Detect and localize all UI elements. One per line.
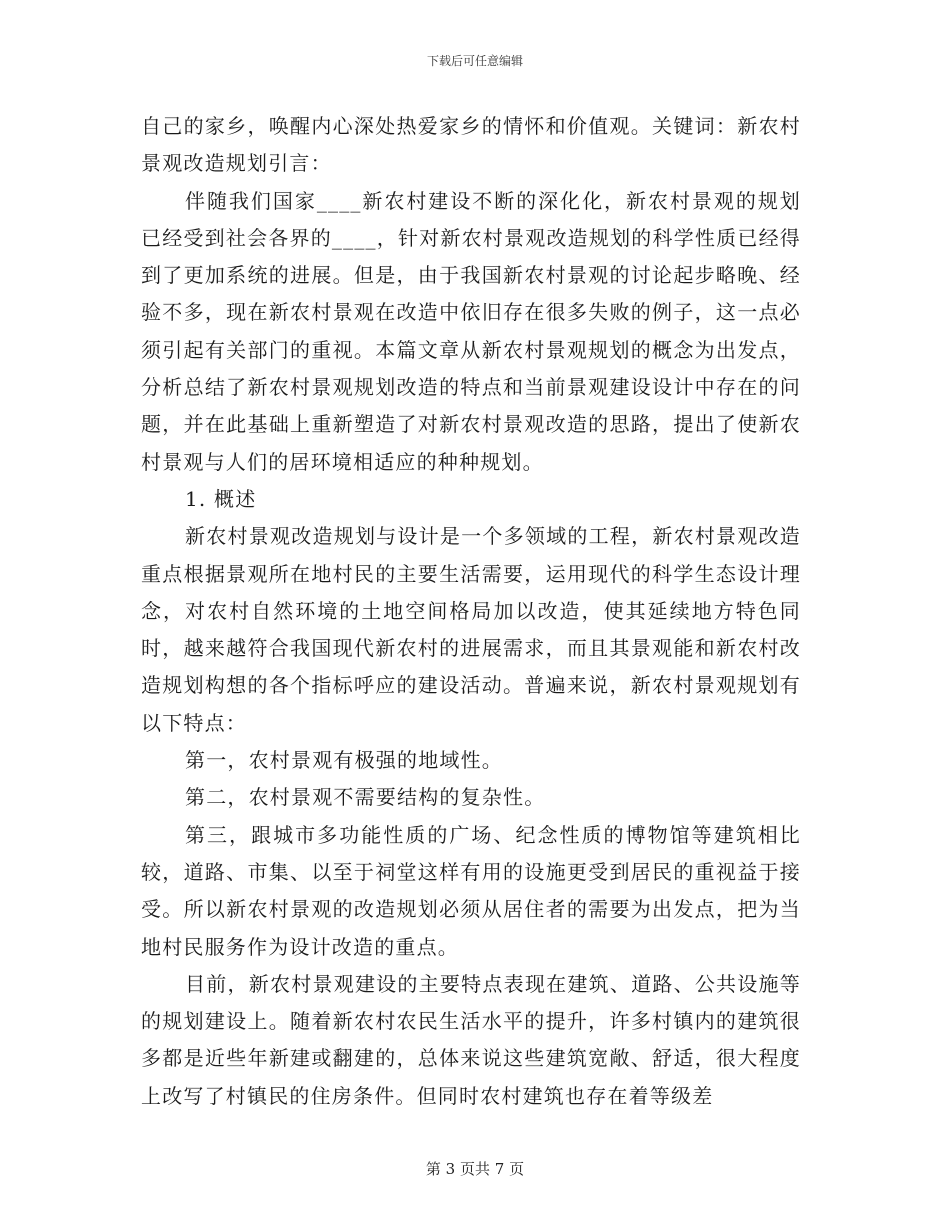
- page-header: 下载后可任意编辑: [426, 54, 523, 68]
- paragraph-current-status: 目前，新农村景观建设的主要特点表现在建筑、道路、公共设施等的规划建设上。随着新农村农民生活水平的提升，许多村镇内的建筑很多都是近些年新建或翻建的，总体来说这些建筑宽敞、舒适，很大程度上改写了村镇民的住房条件。但同时农村建筑也存在着等级差: [141, 971, 801, 1108]
- paragraph-introduction: 伴随我们国家____新农村建设不断的深化化，新农村景观的规划已经受到社会各界的____，针对新农村景观改造规划的科学性质已经得到了更加系统的进展。但是，由于我国新农村景观的讨论起步略晚、经验不多，现在新农村景观在改造中依旧存在很多失败的例子，这一点必须引起有关部门的重视。本篇文章从新农村景观规划的概念为出发点，分析总结了新农村景观规划改造的特点和当前景观建设设计中存在的问题，并在此基础上重新塑造了对新农村景观改造的思路，提出了使新农村景观与人们的居环境相适应的种种规划。: [141, 188, 801, 474]
- section-heading-overview: 1. 概述: [185, 486, 257, 511]
- list-item-second: 第二，农村景观不需要结构的复杂性。: [185, 785, 546, 810]
- paragraph-overview: 新农村景观改造规划与设计是一个多领域的工程，新农村景观改造重点根据景观所在地村民的主要生活需要，运用现代的科学生态设计理念，对农村自然环境的土地空间格局加以改造，使其延续地方特色同时，越来越符合我国现代新农村的进展需求，而且其景观能和新农村改造规划构想的各个指标呼应的建设活动。普遍来说，新农村景观规划有以下特点：: [141, 524, 801, 735]
- paragraph-intro-continuation: 自己的家乡，唤醒内心深处热爱家乡的情怀和价值观。关键词：新农村景观改造规划引言：: [141, 114, 801, 176]
- page-number: 第 3 页共 7 页: [425, 1160, 525, 1178]
- document-body: [141, 108, 801, 1115]
- list-item-first: 第一，农村景观有极强的地域性。: [185, 748, 503, 773]
- list-item-third: 第三，跟城市多功能性质的广场、纪念性质的博物馆等建筑相比较，道路、市集、以至于祠堂这样有用的设施更受到居民的重视益于接受。所以新农村景观的改造规划必须从居住者的需要为出发点，把为当地村民服务作为设计改造的重点。: [141, 822, 801, 959]
